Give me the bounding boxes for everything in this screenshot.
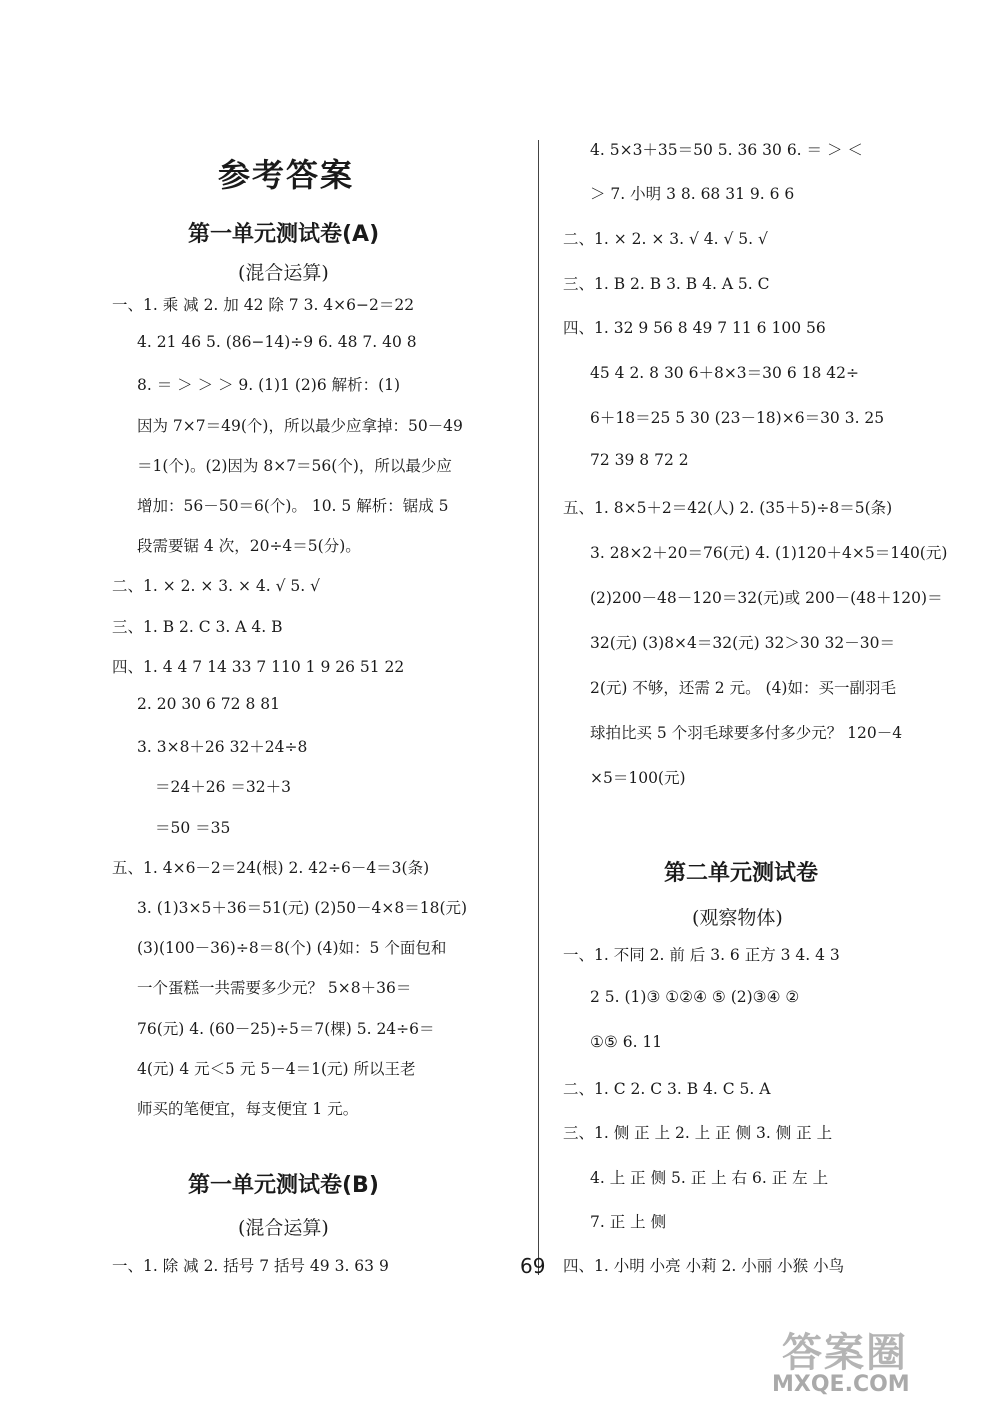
answer-line-1a-19: 76(元) 4. (60－25)÷5＝7(棵) 5. 24÷6＝ <box>137 1019 435 1038</box>
answer-line-1b-cont-14: 球拍比买 5 个羽毛球要多付多少元？ 120－4 <box>590 724 903 742</box>
section-title-1b: 第一单元测试卷(B) <box>188 1173 379 1198</box>
answer-line-1b-cont-1: 4. 5×3＋35＝50 5. 36 30 6. ＝ ＞ ＜ <box>590 141 863 159</box>
section-subtitle-1a: (混合运算) <box>238 262 329 284</box>
answer-line-1b-cont-7: 6＋18＝25 5 30 (23－18)×6＝30 3. 25 <box>590 409 885 427</box>
answer-line-1a-11: 2. 20 30 6 72 8 81 <box>137 695 280 713</box>
answer-line-1a-8: 二、1. × 2. × 3. × 4. √ 5. √ <box>112 577 321 596</box>
answer-line-1b-cont-8: 72 39 8 72 2 <box>590 451 689 469</box>
answer-line-1b-cont-2: ＞ 7. 小明 3 8. 68 31 9. 6 6 <box>590 185 795 203</box>
answer-line-1a-3: 8. ＝ ＞ ＞ ＞ 9. (1)1 (2)6 解析：(1) <box>137 376 401 395</box>
answer-line-1b-1: 一、1. 除 减 2. 括号 7 括号 49 3. 63 9 <box>112 1257 389 1275</box>
answer-line-1a-21: 师买的笔便宜，每支便宜 1 元。 <box>137 1100 359 1118</box>
answer-line-1b-cont-5: 四、1. 32 9 56 8 49 7 11 6 100 56 <box>563 319 826 337</box>
answer-line-1b-cont-12: 32(元) (3)8×4＝32(元) 32＞30 32－30＝ <box>590 634 895 652</box>
answer-line-1b-cont-15: ×5＝100(元) <box>590 769 686 787</box>
answer-line-1b-cont-6: 45 4 2. 8 30 6＋8×3＝30 6 18 42÷ <box>590 364 859 382</box>
answer-line-1b-cont-9: 五、1. 8×5＋2＝42(人) 2. (35＋5)÷8＝5(条) <box>563 499 893 517</box>
answer-line-2-1: 一、1. 不同 2. 前 后 3. 6 正方 3 4. 4 3 <box>563 946 840 964</box>
page-number: 69 <box>520 1254 546 1278</box>
watermark-logo <box>772 1321 982 1397</box>
answer-line-2-7: 7. 正 上 侧 <box>590 1213 667 1231</box>
answer-line-2-4: 二、1. C 2. C 3. B 4. C 5. A <box>563 1080 771 1098</box>
section-subtitle-1b: (混合运算) <box>238 1217 329 1239</box>
watermark-url: MXQE.COM <box>772 1372 910 1397</box>
answer-line-1b-cont-4: 三、1. B 2. B 3. B 4. A 5. C <box>563 275 770 293</box>
answer-line-1a-17: (3)(100－36)÷8＝8(个) (4)如：5 个面包和 <box>137 939 447 958</box>
section-title-2: 第二单元测试卷 <box>664 861 819 886</box>
answer-line-1b-cont-10: 3. 28×2＋20＝76(元) 4. (1)120＋4×5＝140(元) <box>590 544 948 562</box>
answer-line-1a-15: 五、1. 4×6－2＝24(根) 2. 42÷6－4＝3(条) <box>112 858 430 877</box>
answer-line-1a-14: ＝50 ＝35 <box>155 818 231 837</box>
answer-line-1a-9: 三、1. B 2. C 3. A 4. B <box>112 617 283 636</box>
section-subtitle-2: (观察物体) <box>692 907 783 929</box>
answer-line-1a-6: 增加：56－50＝6(个)。 10. 5 解析：锯成 5 <box>137 497 449 515</box>
answer-line-1a-12: 3. 3×8＋26 32＋24÷8 <box>137 738 308 757</box>
answer-line-2-6: 4. 上 正 侧 5. 正 上 右 6. 正 左 上 <box>590 1169 829 1187</box>
answer-line-1b-cont-11: (2)200－48－120＝32(元)或 200－(48＋120)＝ <box>590 589 943 607</box>
answer-line-2-2: 2 5. (1)③ ①②④ ⑤ (2)③④ ② <box>590 988 800 1006</box>
answer-line-1b-cont-3: 二、1. × 2. × 3. √ 4. √ 5. √ <box>563 230 768 248</box>
answer-line-1a-5: ＝1(个)。(2)因为 8×7＝56(个)，所以最少应 <box>137 456 452 475</box>
answer-line-1a-20: 4(元) 4 元＜5 元 5－4＝1(元) 所以王老 <box>137 1059 416 1078</box>
answer-line-1a-10: 四、1. 4 4 7 14 33 7 110 1 9 26 51 22 <box>112 657 405 676</box>
answer-line-1b-cont-13: 2(元) 不够，还需 2 元。 (4)如：买一副羽毛 <box>590 679 896 697</box>
answer-line-2-3: ①⑤ 6. 11 <box>590 1033 663 1051</box>
answer-line-1a-13: ＝24＋26 ＝32＋3 <box>155 778 291 797</box>
answer-line-2-8: 四、1. 小明 小亮 小莉 2. 小丽 小猴 小鸟 <box>563 1257 845 1275</box>
answer-line-1a-1: 一、1. 乘 减 2. 加 42 除 7 3. 4×6−2＝22 <box>112 296 415 314</box>
answer-line-1a-18: 一个蛋糕一共需要多少元？ 5×8＋36＝ <box>137 979 412 998</box>
answer-line-2-5: 三、1. 侧 正 上 2. 上 正 侧 3. 侧 正 上 <box>563 1124 833 1142</box>
page-title: 参考答案 <box>218 156 355 194</box>
section-title-1a: 第一单元测试卷(A) <box>188 222 380 247</box>
watermark-mark: 答案圈 <box>782 1330 908 1376</box>
answer-line-1a-16: 3. (1)3×5＋36＝51(元) (2)50－4×8＝18(元) <box>137 899 468 917</box>
column-divider <box>538 140 539 1275</box>
answer-line-1a-2: 4. 21 46 5. (86−14)÷9 6. 48 7. 40 8 <box>137 333 417 352</box>
answer-line-1a-7: 段需要锯 4 次，20÷4＝5(分)。 <box>137 537 361 556</box>
answer-line-1a-4: 因为 7×7＝49(个)，所以最少应拿掉：50－49 <box>137 416 463 435</box>
